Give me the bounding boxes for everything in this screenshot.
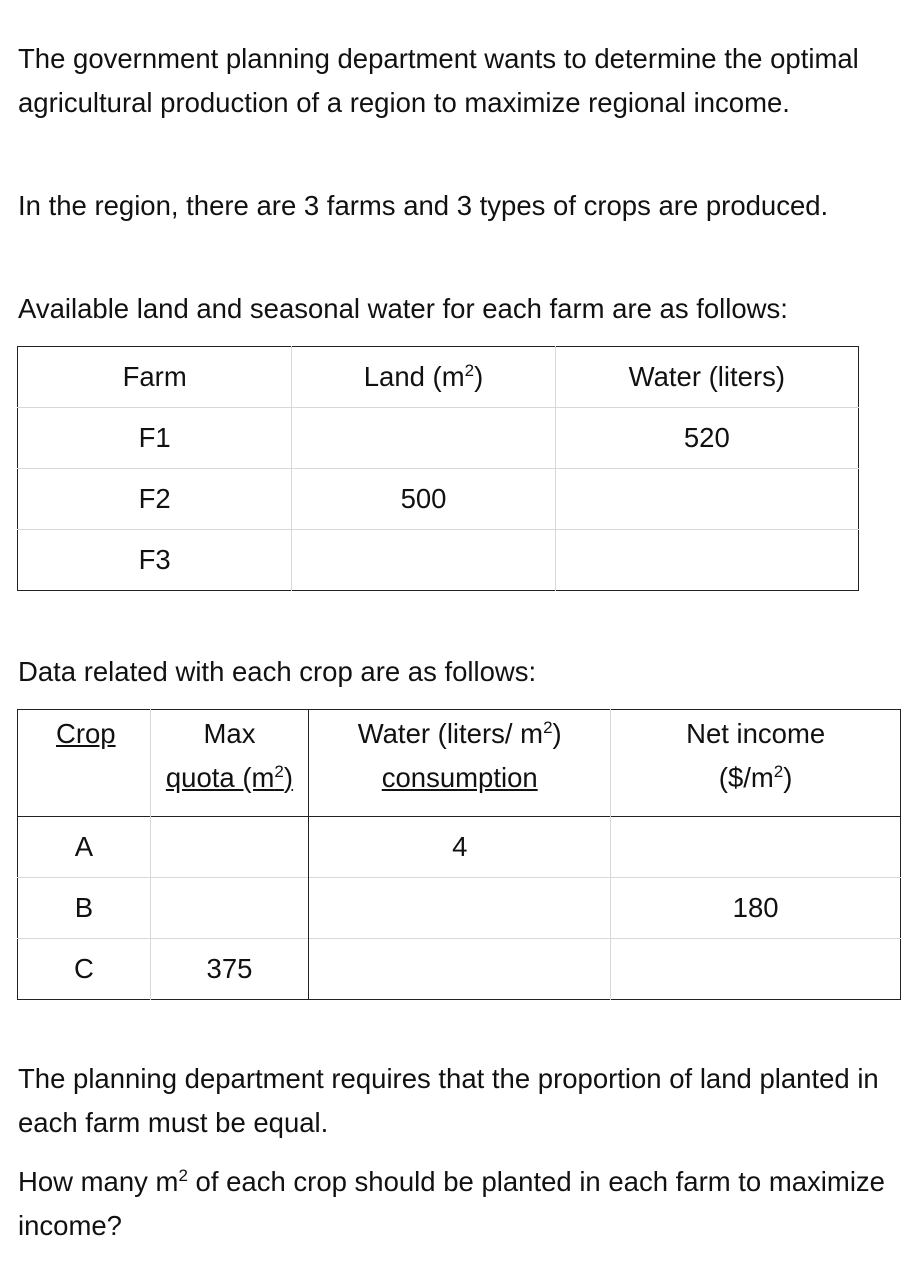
max-quota-cell <box>150 878 308 939</box>
farm-table-caption: Available land and seasonal water for each farm are as follows: <box>18 293 788 324</box>
net-income-header: Net income $(\$/m^2)$ <box>611 710 901 817</box>
farm-table-header-row <box>18 347 859 408</box>
max-quota-cell <box>150 817 308 878</box>
table-row <box>18 469 859 530</box>
crop-header: Crop <box>56 718 116 749</box>
constraint-paragraph: The planning department requires that the proportion of land planted in each farm must be equal. <box>18 1063 879 1138</box>
farm-table <box>17 346 859 591</box>
max-quota-cell: 375 <box>150 939 308 1000</box>
table-row <box>18 939 901 1000</box>
net-income-cell: 180 <box>611 878 901 939</box>
water-consumption-cell: 4 <box>309 817 611 878</box>
water-consumption-cell <box>309 939 611 1000</box>
farm-cell: F1 <box>18 408 292 469</box>
water-consumption-header: Water (liters/ $m^2$) consumption <box>309 710 611 817</box>
water-consumption-cell <box>309 878 611 939</box>
crop-table <box>17 709 901 1000</box>
max-quota-header: Max quota $(m^2)$ <box>150 710 308 817</box>
question-paragraph: How many $m^2$ of each crop should be planted in each farm to maximize income? <box>18 1165 885 1241</box>
water-header: Water (liters) <box>555 347 858 408</box>
table-row <box>18 817 901 878</box>
net-income-cell <box>611 817 901 878</box>
land-cell <box>292 408 555 469</box>
water-cell: 520 <box>555 408 858 469</box>
intro-paragraph-2: In the region, there are 3 farms and 3 types of crops are produced. <box>18 190 829 221</box>
table-row <box>18 408 859 469</box>
farm-cell: F3 <box>18 530 292 591</box>
crop-cell: C <box>18 939 151 1000</box>
intro-paragraph-1: The government planning department wants to determine the optimal agricultural production of a region to maximize regional income. <box>18 43 859 118</box>
water-cell <box>555 469 858 530</box>
table-row <box>18 878 901 939</box>
land-cell <box>292 530 555 591</box>
farm-cell: F2 <box>18 469 292 530</box>
water-cell <box>555 530 858 591</box>
land-cell: 500 <box>292 469 555 530</box>
table-row <box>18 530 859 591</box>
farm-header: Farm <box>122 361 187 392</box>
net-income-cell <box>611 939 901 1000</box>
crop-table-caption: Data related with each crop are as follows: <box>18 656 537 687</box>
crop-cell: A <box>18 817 151 878</box>
crop-cell: B <box>18 878 151 939</box>
land-header: Land $(m^2)$ <box>292 347 555 408</box>
crop-table-header-row <box>18 710 901 817</box>
